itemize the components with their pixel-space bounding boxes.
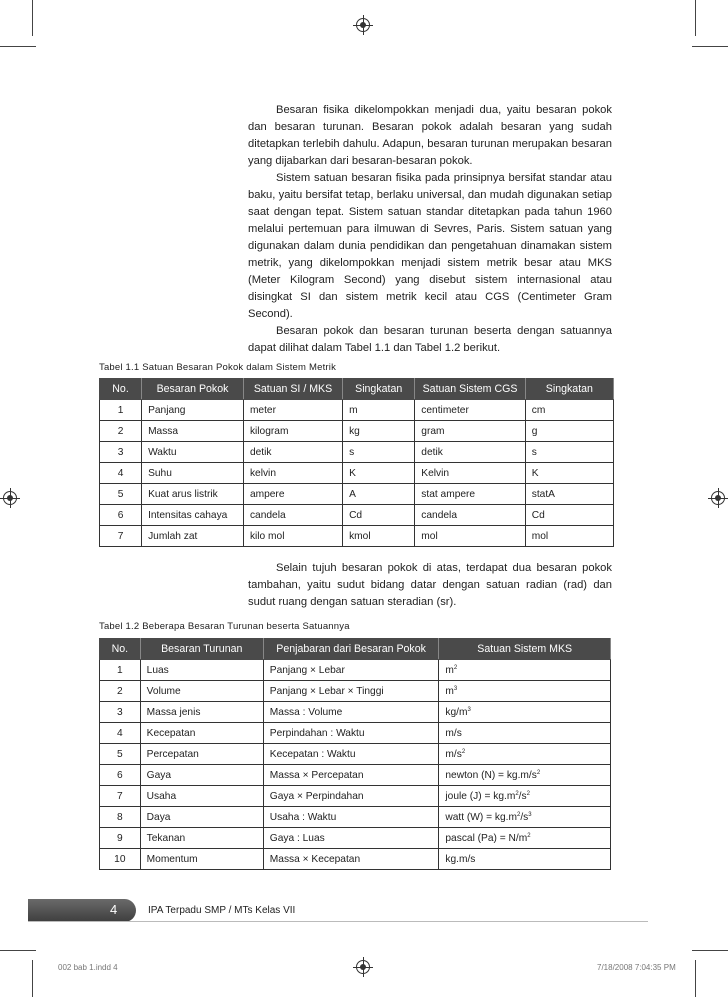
- table-cell: A: [343, 484, 415, 505]
- table-cell: meter: [243, 400, 342, 421]
- table-cell: gram: [415, 421, 525, 442]
- table-cell: mol: [525, 526, 613, 547]
- paragraph-sistem-satuan: Sistem satuan besaran fisika pada prinsipnya bersifat standar atau baku, yaitu bersifat tetap, berlaku universal, dan mudah digunakan setiap saat dengan tepat. Sistem satuan standar ditetapkan pada tahun 1960 melalui pertemuan para ilmuwan di Sevres, Paris. Sistem satuan yang digunakan dalam dunia pendidikan dan pengetahuan dinamakan sistem metrik, yang dikelompokkan menjadi sistem metrik besar atau MKS (Meter Kilogram Second) yang disebut sistem internasional atau disingkat SI dan sistem metrik kecil atau CGS (Centimeter Gram Second).: [248, 172, 612, 320]
- page-number-tab: [28, 899, 136, 922]
- extra-text: [248, 560, 612, 611]
- table-cell: Kecepatan : Waktu: [263, 744, 439, 765]
- table-cell: Massa jenis: [140, 702, 263, 723]
- table-cell: K: [525, 463, 613, 484]
- table-cell: Panjang × Lebar × Tinggi: [263, 681, 439, 702]
- table-cell: kg.m/s: [439, 849, 611, 870]
- table-cell: Massa: [142, 421, 244, 442]
- table-cell: Massa × Percepatan: [263, 765, 439, 786]
- crop-mark: [692, 46, 728, 47]
- column-header: No.: [100, 379, 142, 400]
- table-row: [100, 765, 611, 786]
- table-cell: newton $(N) = kg.m/s^2$: [439, 765, 611, 786]
- table-cell: Jumlah zat: [142, 526, 244, 547]
- table-cell: 4: [100, 723, 141, 744]
- table-row: [100, 681, 611, 702]
- table-cell: Perpindahan : Waktu: [263, 723, 439, 744]
- table-cell: candela: [243, 505, 342, 526]
- table-cell: $m^3$: [439, 681, 611, 702]
- table-cell: Kuat arus listrik: [142, 484, 244, 505]
- table-row: [100, 828, 611, 849]
- table-cell: 1: [100, 400, 142, 421]
- table-cell: 6: [100, 505, 142, 526]
- table-cell: 5: [100, 484, 142, 505]
- table-cell: 9: [100, 828, 141, 849]
- footer-divider: [28, 921, 648, 922]
- table-row: [100, 702, 611, 723]
- table-cell: kilo mol: [243, 526, 342, 547]
- table-cell: Massa × Kecepatan: [263, 849, 439, 870]
- column-header: Satuan Sistem MKS: [439, 639, 611, 660]
- table-cell: Gaya: [140, 765, 263, 786]
- table-cell: g: [525, 421, 613, 442]
- column-header: Besaran Turunan: [140, 639, 263, 660]
- table-row: [100, 786, 611, 807]
- table-cell: kg: [343, 421, 415, 442]
- column-header: Satuan Sistem CGS: [415, 379, 525, 400]
- table-cell: Cd: [343, 505, 415, 526]
- paragraph-besaran-tambahan: Selain tujuh besaran pokok di atas, terdapat dua besaran pokok tambahan, yaitu sudut bidang datar dengan satuan radian (rad) dan sudut ruang dengan satuan steradian (sr).: [248, 562, 612, 608]
- table-cell: s: [343, 442, 415, 463]
- table-row: [100, 484, 614, 505]
- table-cell: 7: [100, 786, 141, 807]
- table-cell: K: [343, 463, 415, 484]
- book-title: IPA Terpadu SMP / MTs Kelas VII: [148, 905, 296, 916]
- slug-date: 7/18/2008 7:04:35 PM: [597, 963, 676, 972]
- table-cell: Momentum: [140, 849, 263, 870]
- table-cell: Kecepatan: [140, 723, 263, 744]
- table-cell: stat ampere: [415, 484, 525, 505]
- table-cell: 7: [100, 526, 142, 547]
- table-cell: pascal $(Pa) = N/m^2$: [439, 828, 611, 849]
- column-header: Penjabaran dari Besaran Pokok: [263, 639, 439, 660]
- table-cell: Daya: [140, 807, 263, 828]
- intro-text: [248, 102, 612, 357]
- table-cell: mol: [415, 526, 525, 547]
- column-header: Singkatan: [343, 379, 415, 400]
- table-cell: kmol: [343, 526, 415, 547]
- registration-mark-icon: [356, 18, 370, 32]
- table-cell: joule $(J) = kg.m^2/s^2$: [439, 786, 611, 807]
- table-cell: Gaya × Perpindahan: [263, 786, 439, 807]
- table-row: [100, 400, 614, 421]
- table-cell: m/s: [439, 723, 611, 744]
- table-cell: 2: [100, 421, 142, 442]
- table-cell: Usaha : Waktu: [263, 807, 439, 828]
- registration-mark-icon: [356, 960, 370, 974]
- table-cell: detik: [243, 442, 342, 463]
- table-cell: 3: [100, 702, 141, 723]
- table-cell: Waktu: [142, 442, 244, 463]
- table-cell: $kg/m^3$: [439, 702, 611, 723]
- table-cell: watt $(W) = kg.m^2/s^3$: [439, 807, 611, 828]
- table-cell: 5: [100, 744, 141, 765]
- crop-mark: [32, 960, 33, 997]
- slug-file: 002 bab 1.indd 4: [58, 963, 118, 972]
- table-cell: statA: [525, 484, 613, 505]
- crop-mark: [692, 950, 728, 951]
- table-row: [100, 442, 614, 463]
- registration-mark-icon: [711, 491, 725, 505]
- table-cell: candela: [415, 505, 525, 526]
- table-cell: Panjang: [142, 400, 244, 421]
- table-cell: Intensitas cahaya: [142, 505, 244, 526]
- table-row: [100, 807, 611, 828]
- table-row: [100, 744, 611, 765]
- table-cell: ampere: [243, 484, 342, 505]
- table-cell: Kelvin: [415, 463, 525, 484]
- table-cell: centimeter: [415, 400, 525, 421]
- table-cell: kelvin: [243, 463, 342, 484]
- crop-mark: [32, 0, 33, 36]
- table-row: [100, 463, 614, 484]
- table-cell: 8: [100, 807, 141, 828]
- table1: [99, 378, 614, 547]
- table-cell: 6: [100, 765, 141, 786]
- table-cell: kilogram: [243, 421, 342, 442]
- table-cell: 4: [100, 463, 142, 484]
- registration-mark-icon: [3, 491, 17, 505]
- column-header: Singkatan: [525, 379, 613, 400]
- table-cell: Tekanan: [140, 828, 263, 849]
- column-header: Satuan SI / MKS: [243, 379, 342, 400]
- table1-caption: Tabel 1.1 Satuan Besaran Pokok dalam Sistem Metrik: [99, 362, 337, 373]
- table2: [99, 638, 611, 870]
- table-cell: detik: [415, 442, 525, 463]
- table-cell: Panjang × Lebar: [263, 660, 439, 681]
- table-row: [100, 660, 611, 681]
- table-row: [100, 505, 614, 526]
- table-cell: 10: [100, 849, 141, 870]
- crop-mark: [0, 950, 36, 951]
- table-cell: m: [343, 400, 415, 421]
- table-cell: 3: [100, 442, 142, 463]
- table-cell: Cd: [525, 505, 613, 526]
- table-cell: $m^2$: [439, 660, 611, 681]
- table2-caption: Tabel 1.2 Beberapa Besaran Turunan beserta Satuannya: [99, 621, 350, 632]
- table-cell: 2: [100, 681, 141, 702]
- table-cell: Usaha: [140, 786, 263, 807]
- table-row: [100, 421, 614, 442]
- table-cell: Percepatan: [140, 744, 263, 765]
- table-cell: Massa : Volume: [263, 702, 439, 723]
- page-number: 4: [110, 902, 118, 917]
- table-cell: cm: [525, 400, 613, 421]
- table-cell: Suhu: [142, 463, 244, 484]
- paragraph-besaran: Besaran fisika dikelompokkan menjadi dua, yaitu besaran pokok dan besaran turunan. Besaran pokok adalah besaran yang sudah ditetapkan terlebih dahulu. Adapun, besaran turunan merupakan besaran yang dijabarkan dari besaran-besaran pokok.: [248, 104, 612, 167]
- table-row: [100, 849, 611, 870]
- crop-mark: [695, 960, 696, 997]
- table-cell: Luas: [140, 660, 263, 681]
- table-row: [100, 723, 611, 744]
- table-row: [100, 526, 614, 547]
- table-cell: 1: [100, 660, 141, 681]
- paragraph-tabel-ref: Besaran pokok dan besaran turunan beserta dengan satuannya dapat dilihat dalam Tabel 1.1 dan Tabel 1.2 berikut.: [248, 325, 612, 354]
- crop-mark: [695, 0, 696, 36]
- table-cell: $m/s^2$: [439, 744, 611, 765]
- crop-mark: [0, 46, 36, 47]
- column-header: No.: [100, 639, 141, 660]
- table-cell: s: [525, 442, 613, 463]
- table-cell: Gaya : Luas: [263, 828, 439, 849]
- column-header: Besaran Pokok: [142, 379, 244, 400]
- table-cell: Volume: [140, 681, 263, 702]
